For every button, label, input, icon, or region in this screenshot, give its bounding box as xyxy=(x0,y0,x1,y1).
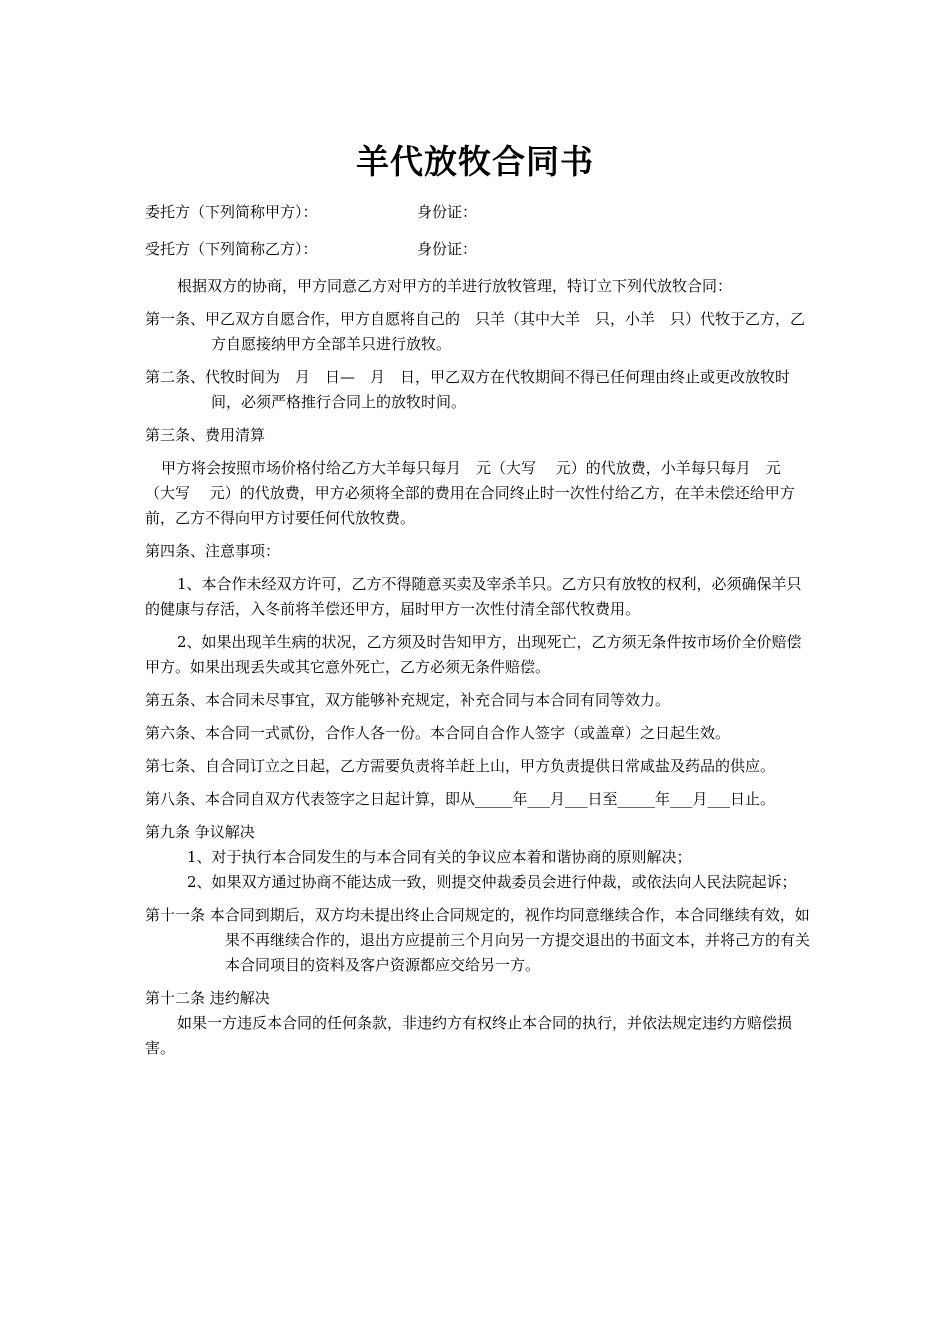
party-b-label: 受托方（下列简称乙方）： xyxy=(145,240,318,258)
article-9-item-2: 2、如果双方通过协商不能达成一致，则提交仲裁委员会进行仲裁，或依法向人民法院起诉； xyxy=(187,873,797,891)
article-2: 第二条、代牧时间为 月 日— 月 日，甲乙双方在代牧期间不得已任何理由终止或更改放牧时间，必须严格推行合同上的放牧时间。 xyxy=(145,368,791,411)
article-4-title: 第四条、注意事项： xyxy=(145,542,281,560)
article-7: 第七条、自合同订立之日起，乙方需要负责将羊赶上山，甲方负责提供日常咸盐及药品的供应。 xyxy=(145,757,776,775)
party-a-label: 委托方（下列简称甲方）： xyxy=(145,203,318,221)
contract-title: 羊代放牧合同书 xyxy=(356,142,594,181)
article-1: 第一条、甲乙双方自愿合作，甲方自愿将自己的 只羊（其中大羊 只，小羊 只）代牧于乙方，乙方自愿接纳甲方全部羊只进行放牧。 xyxy=(145,310,806,353)
article-4-item-1: 1、本合作未经双方许可，乙方不得随意买卖及宰杀羊只。乙方只有放牧的权利，必须确保羊只的健康与存活，入冬前将羊偿还甲方，届时甲方一次性付清全部代牧费用。 xyxy=(145,575,802,618)
article-3-title: 第三条、费用清算 xyxy=(145,426,266,444)
article-5: 第五条、本合同未尽事宜，双方能够补充规定，补充合同与本合同有同等效力。 xyxy=(145,691,671,709)
party-b-row xyxy=(145,237,810,262)
party-a-id-label: 身份证： xyxy=(417,203,478,221)
article-8: 第八条、本合同自双方代表签字之日起计算，即从_____年___月___日至_____年___月___日止。 xyxy=(145,790,776,808)
article-9-item-1: 1、对于执行本合同发生的与本合同有关的争议应本着和谐协商的原则解决； xyxy=(187,848,692,866)
party-b-id-label: 身份证： xyxy=(417,240,478,258)
article-9-title: 第九条 争议解决 xyxy=(145,823,255,841)
party-a-row xyxy=(145,200,810,225)
article-12-body: 如果一方违反本合同的任何条款，非违约方有权终止本合同的执行，并依法规定违约方赔偿损害。 xyxy=(145,1014,793,1057)
article-12-title: 第十二条 违约解决 xyxy=(145,989,270,1007)
article-6: 第六条、本合同一式贰份，合作人各一份。本合同自合作人签字（或盖章）之日起生效。 xyxy=(145,724,731,742)
article-4-item-2: 2、如果出现羊生病的状况，乙方须及时告知甲方，出现死亡，乙方须无条件按市场价全价赔偿甲方。如果出现丢失或其它意外死亡，乙方必须无条件赔偿。 xyxy=(145,633,802,676)
contract-body xyxy=(145,200,810,1061)
intro-paragraph: 根据双方的协商，甲方同意乙方对甲方的羊进行放牧管理，特订立下列代放牧合同： xyxy=(177,277,733,295)
article-11: 第十一条 本合同到期后，双方均未提出终止合同规定的，视作均同意继续合作，本合同继续有效，如果不再继续合作的，退出方应提前三个月向另一方提交退出的书面文本，并将己方的有关本合同项目的资料及客户资源都应交给另一方。 xyxy=(145,906,811,974)
article-3-body: 甲方将会按照市场价格付给乙方大羊每只每月 元（大写 元）的代放费，小羊每只每月 元（大写 元）的代放费，甲方必须将全部的费用在合同终止时一次性付给乙方，在羊未偿还给甲方前，乙方不得向甲方讨要任何代放牧费。 xyxy=(145,459,795,527)
